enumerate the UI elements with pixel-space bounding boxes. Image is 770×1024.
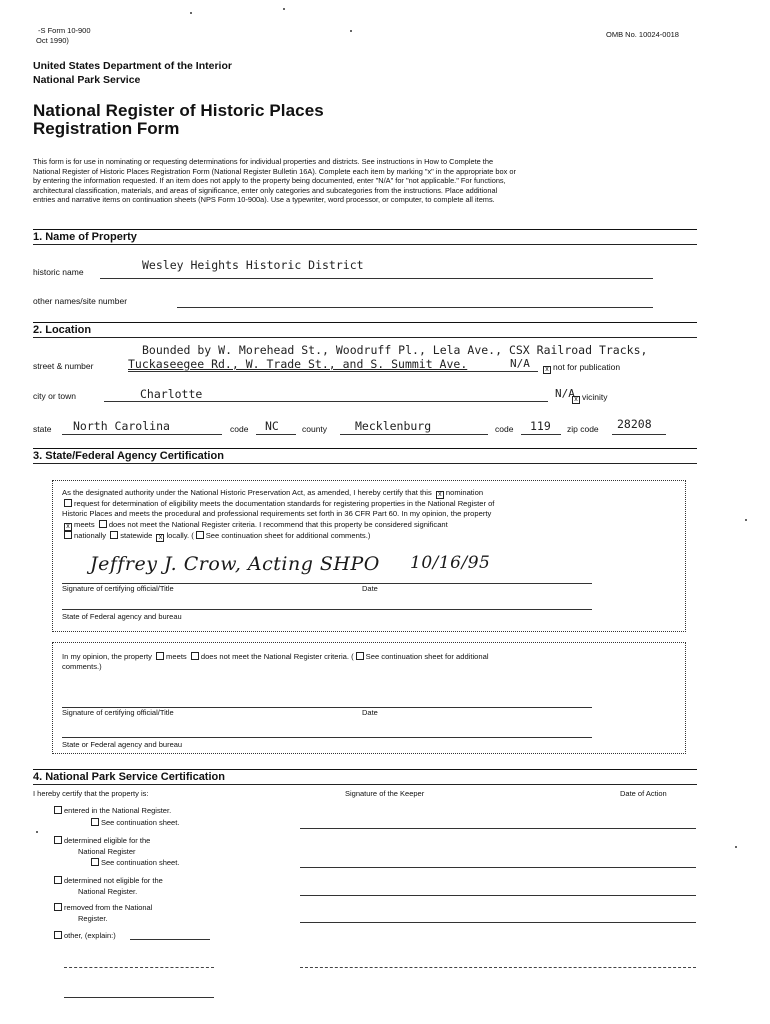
option-entered-continuation-text: See continuation sheet. (101, 818, 180, 827)
keeper-signature-label: Signature of the Keeper (345, 789, 425, 798)
department-name: United States Department of the Interior (33, 60, 232, 72)
other-signature-line (300, 967, 696, 968)
section4-heading: 4. National Park Service Certification (33, 771, 225, 783)
other-line-b (64, 997, 214, 998)
state-code-label: code (230, 424, 249, 434)
historic-name-line (100, 278, 653, 279)
not-for-publication-checkbox[interactable] (543, 366, 551, 374)
request-determination-checkbox[interactable] (64, 499, 72, 507)
section4-top-rule (33, 769, 697, 770)
zip-label: zip code (567, 424, 599, 434)
street-line2[interactable]: Tuckaseegee Rd., W. Trade St., and S. Summit Ave. (128, 357, 468, 371)
option-eligible-continuation-text: See continuation sheet. (101, 858, 180, 867)
certification-text (62, 488, 494, 542)
opinion-continuation-checkbox[interactable] (356, 652, 364, 660)
section3-heading: 3. State/Federal Agency Certification (33, 450, 224, 462)
removed-checkbox[interactable] (54, 903, 62, 911)
omb-number: OMB No. 10024-0018 (606, 30, 679, 39)
opinion-meets-checkbox[interactable] (156, 652, 164, 660)
cert-continuation: See continuation sheet for additional comments.) (205, 530, 371, 540)
opinion-meets: meets (166, 652, 187, 661)
does-not-meet-checkbox[interactable] (99, 520, 107, 528)
option-not-eligible-register: National Register. (78, 887, 138, 896)
not-eligible-checkbox[interactable] (54, 876, 62, 884)
state-code-line (256, 434, 296, 435)
locally-checkbox[interactable] (156, 534, 164, 542)
agency-label: State of Federal agency and bureau (62, 612, 182, 621)
section2-top-rule (33, 322, 697, 323)
historic-name-label: historic name (33, 267, 84, 277)
other-line-a (64, 967, 214, 968)
option-other-text: other, (explain:) (64, 931, 116, 940)
section2-heading: 2. Location (33, 324, 92, 336)
option-entered-text: entered in the National Register. (64, 806, 172, 815)
eligible-signature-line[interactable] (300, 867, 696, 868)
not-for-publication-label (541, 362, 620, 374)
historic-name-value[interactable]: Wesley Heights Historic District (142, 258, 364, 272)
county-code-value[interactable]: 119 (530, 419, 551, 433)
date-label: Date (362, 584, 378, 593)
opinion-does-not-meet-checkbox[interactable] (191, 652, 199, 660)
section3-top-rule (33, 448, 697, 449)
option-entered-continuation (89, 818, 179, 827)
nomination-checkbox[interactable] (436, 491, 444, 499)
nfp-code: N/A (510, 357, 530, 370)
entered-checkbox[interactable] (54, 806, 62, 814)
opinion-does-not-meet: does not meet the National Register criteria. ( (200, 652, 354, 661)
nationally-checkbox[interactable] (64, 531, 72, 539)
vicinity-text: vicinity (582, 392, 608, 402)
vicinity-label (570, 392, 608, 404)
scan-speck (190, 12, 192, 14)
entered-continuation-checkbox[interactable] (91, 818, 99, 826)
scan-speck (36, 831, 38, 833)
entered-signature-line[interactable] (300, 828, 696, 829)
instructions-line: National Register of Historic Places Registration Form (National Register Bulletin 16A). Complete each item by marking "x" in the appropriate box or (33, 166, 516, 176)
not-for-publication-text: not for publication (553, 362, 621, 372)
option-not-eligible (52, 876, 163, 885)
form-number: -S Form 10-900 (38, 26, 91, 35)
city-value[interactable]: Charlotte (140, 387, 203, 401)
section1-bottom-rule (33, 244, 697, 245)
opinion-signature-label: Signature of certifying official/Title (62, 708, 174, 717)
zip-value[interactable]: 28208 (617, 417, 652, 431)
county-code-line (521, 434, 561, 435)
scan-speck (283, 8, 285, 10)
opinion-agency-line[interactable] (62, 737, 592, 738)
county-line (340, 434, 488, 435)
cert-line2: request for determination of eligibility meets the documentation standards for registering properties in the National Register of (74, 499, 495, 508)
date-of-action-label: Date of Action (620, 789, 667, 798)
service-name: National Park Service (33, 74, 141, 86)
cert-statewide: statewide (120, 530, 153, 540)
option-other (52, 931, 116, 940)
cert-locally: locally. ( (166, 530, 194, 540)
cert-meets: meets (74, 519, 95, 529)
removed-signature-line[interactable] (300, 922, 696, 923)
state-line (62, 434, 222, 435)
certifying-date: 10/16/95 (410, 553, 491, 573)
opinion-text (62, 652, 489, 673)
vicinity-checkbox[interactable] (572, 396, 580, 404)
street-line1[interactable]: Bounded by W. Morehead St., Woodruff Pl., Lela Ave., CSX Railroad Tracks, (142, 343, 648, 357)
option-entered (52, 806, 171, 815)
certifying-signature: Jeffrey J. Crow, Acting SHPO (90, 553, 380, 575)
option-not-eligible-text: determined not eligible for the (64, 876, 163, 885)
state-code-value[interactable]: NC (265, 419, 279, 433)
option-eligible-continuation (89, 858, 179, 867)
scan-speck (735, 846, 737, 848)
city-label: city or town (33, 391, 76, 401)
cert-nationally: nationally (74, 530, 107, 540)
cert-line1: As the designated authority under the National Historic Preservation Act, as amended, I hereby certify that this (62, 488, 432, 497)
zip-line (612, 434, 666, 435)
section2-bottom-rule (33, 337, 697, 338)
city-line (104, 401, 548, 402)
vicinity-code: N/A (555, 387, 575, 400)
instructions-line: by entering the information requested. If an item does not apply to the property being documented, enter "N/A" for "not applicable." For functions, (33, 176, 506, 186)
not-eligible-signature-line[interactable] (300, 895, 696, 896)
section4-bottom-rule (33, 784, 697, 785)
street-underline (128, 371, 538, 372)
instructions-line: This form is for use in nominating or requesting determinations for individual properties and districts. See instructions in How to Complete the (33, 157, 494, 166)
meets-checkbox[interactable] (64, 523, 72, 531)
cert-line3: Historic Places and meets the procedural and professional requirements set forth in 36 CFR Part 60. In my opinion, the property (62, 509, 492, 519)
cert-nomination: nomination (445, 488, 484, 497)
county-code-label: code (495, 424, 514, 434)
scan-speck (745, 519, 747, 521)
county-label: county (302, 424, 328, 434)
instructions-line: architectural classification, materials, and areas of significance, enter only categories and subcategories from the instructions. Place additional (33, 185, 498, 195)
statewide-checkbox[interactable] (110, 531, 118, 539)
nps-intro: I hereby certify that the property is: (33, 789, 149, 798)
opinion-comments: comments.) (62, 662, 102, 672)
opinion-date-label: Date (362, 708, 378, 717)
option-eligible-text: determined eligible for the (64, 836, 151, 845)
section1-heading: 1. Name of Property (33, 231, 137, 243)
form-title: National Register of Historic Places (33, 101, 324, 120)
instructions-line: entries and narrative items on continuation sheets (NPS Form 10-900a). Use a typewriter, word processor, or computer, to complete all items. (33, 195, 495, 205)
opinion-continuation: See continuation sheet for additional (365, 652, 489, 661)
signature-label: Signature of certifying official/Title (62, 584, 174, 593)
cert-does-not-meet: does not meet the National Register criteria. I recommend that this property be considered significant (108, 519, 448, 529)
form-subtitle: Registration Form (33, 119, 180, 138)
section3-bottom-rule (33, 463, 697, 464)
other-explain-line[interactable] (130, 939, 210, 940)
option-eligible-register: National Register (78, 847, 136, 856)
option-removed (52, 903, 152, 912)
opinion-intro: In my opinion, the property (62, 652, 152, 661)
form-date: Oct 1990) (36, 36, 69, 45)
other-names-label: other names/site number (33, 296, 128, 306)
agency-line (62, 609, 592, 610)
street-label: street & number (33, 361, 94, 371)
continuation-sheet-checkbox[interactable] (196, 531, 204, 539)
opinion-agency-label: State or Federal agency and bureau (62, 740, 183, 749)
option-removed-text: removed from the National (64, 903, 153, 912)
section1-top-rule (33, 229, 697, 230)
other-names-line[interactable] (177, 307, 653, 308)
option-removed-register: Register. (78, 914, 108, 923)
eligible-checkbox[interactable] (54, 836, 62, 844)
option-eligible (52, 836, 150, 845)
instructions-paragraph (33, 157, 516, 205)
scan-speck (350, 30, 352, 32)
state-label: state (33, 424, 52, 434)
eligible-continuation-checkbox[interactable] (91, 858, 99, 866)
state-value[interactable]: North Carolina (73, 419, 170, 433)
other-checkbox[interactable] (54, 931, 62, 939)
county-value[interactable]: Mecklenburg (355, 419, 432, 433)
